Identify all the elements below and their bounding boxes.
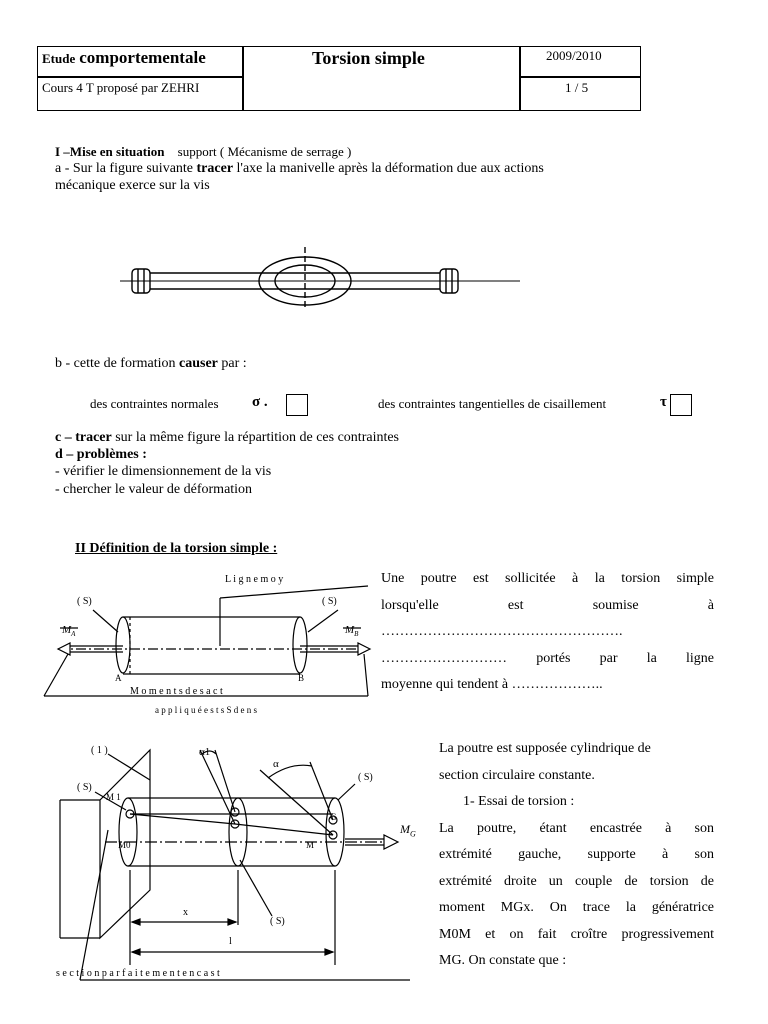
tau-symbol: τ	[660, 394, 667, 410]
section2-para2: La poutre est supposée cylindrique de section circulaire constante. 1- Essai de torsion : La poutre, étant encastrée à son extrémité gauche, supporte à son extrémité droite un couple de torsion de moment MGx. On trace la génératrice M0M et on fait croître progressivement MG. On constate que :	[439, 741, 714, 968]
section2-heading: II Définition de la torsion simple :	[75, 541, 278, 556]
section1-d-item: - vérifier le dimensionnement de la vis	[55, 464, 272, 479]
section1-d-heading: d – problèmes :	[55, 447, 147, 462]
normales-checkbox[interactable]	[286, 394, 308, 416]
fig1-mb-label: $M_B$	[345, 624, 359, 639]
fig2-m1: M 1	[106, 792, 121, 802]
fig1-b-label: B	[298, 673, 305, 683]
section1-a-text: a - Sur la figure suivante tracer l'axe la manivelle après la déformation due aux actions	[55, 161, 544, 176]
fig1-ma-label: $M_A$	[62, 624, 76, 639]
header-subject: Etude comportementale	[42, 48, 206, 67]
torsion-figure-1	[38, 570, 378, 720]
fig2-g: G	[330, 812, 337, 822]
handle-drawing	[110, 245, 530, 315]
essai-de-torsion-heading: 1- Essai de torsion :	[463, 794, 575, 809]
fig2-alpha: α	[273, 758, 279, 770]
fig1-appliques-label: a p p l i q u é e s t s S d e n s	[155, 705, 257, 715]
fig1-ligne-label: L i g n e m o y	[225, 574, 284, 585]
contraintes-normales-label: des contraintes normales	[90, 396, 219, 411]
section1-heading: I –Mise en situation support ( Mécanisme de serrage )	[55, 144, 352, 159]
fig2-m: M	[306, 840, 315, 850]
header-divider	[242, 47, 244, 110]
fig1-s-right: ( S)	[322, 596, 337, 607]
fig2-s-mid: ( S)	[270, 916, 285, 927]
fig2-x: x	[183, 907, 188, 918]
section1-d-item: - chercher le valeur de déformation	[55, 482, 253, 497]
fig2-mg-label: $M_G$	[400, 822, 416, 839]
fig1-a-label: A	[115, 673, 122, 683]
header-divider	[519, 76, 640, 78]
header-page: 1 / 5	[565, 80, 589, 95]
section2-para1: Une poutre est sollicitée à la torsion simple lorsqu'elle est soumise à ……………………………………………. ……………………… portés par la ligne moyenne qui tendent à ………………..	[381, 571, 714, 692]
torsion-figure-2	[50, 740, 440, 1000]
fig1-moments-label: M o m e n t s d e s a c t	[130, 686, 223, 697]
header-divider	[519, 47, 521, 110]
fig1-s-left: ( S)	[77, 596, 92, 607]
fig2-s-left: ( S)	[77, 782, 92, 793]
header-year: 2009/2010	[546, 48, 602, 63]
section1-b-text: b - cette de formation causer par :	[55, 356, 247, 371]
page-title: Torsion simple	[312, 48, 425, 68]
fig2-s-right: ( S)	[358, 772, 373, 783]
section1-c-text: c – tracer sur la même figure la répartition de ces contraintes	[55, 430, 400, 445]
fig2-section-label: s e c t i o n p a r f a i t e m e n t e n c a s t	[56, 968, 220, 979]
section1-a-line2: mécanique exerce sur la vis	[55, 178, 210, 193]
header-course: Cours 4 T proposé par ZEHRI	[42, 80, 200, 95]
fig2-m0: M0	[118, 840, 131, 850]
tangentielles-checkbox[interactable]	[670, 394, 692, 416]
header-divider	[38, 76, 242, 78]
fig2-label-1: ( 1 )	[91, 745, 108, 756]
fig2-alpha1: α1	[199, 746, 211, 758]
sigma-symbol: σ .	[252, 394, 268, 410]
fig2-l: l	[229, 936, 232, 947]
contraintes-tangentielles-label: des contraintes tangentielles de cisaillement	[378, 396, 607, 411]
